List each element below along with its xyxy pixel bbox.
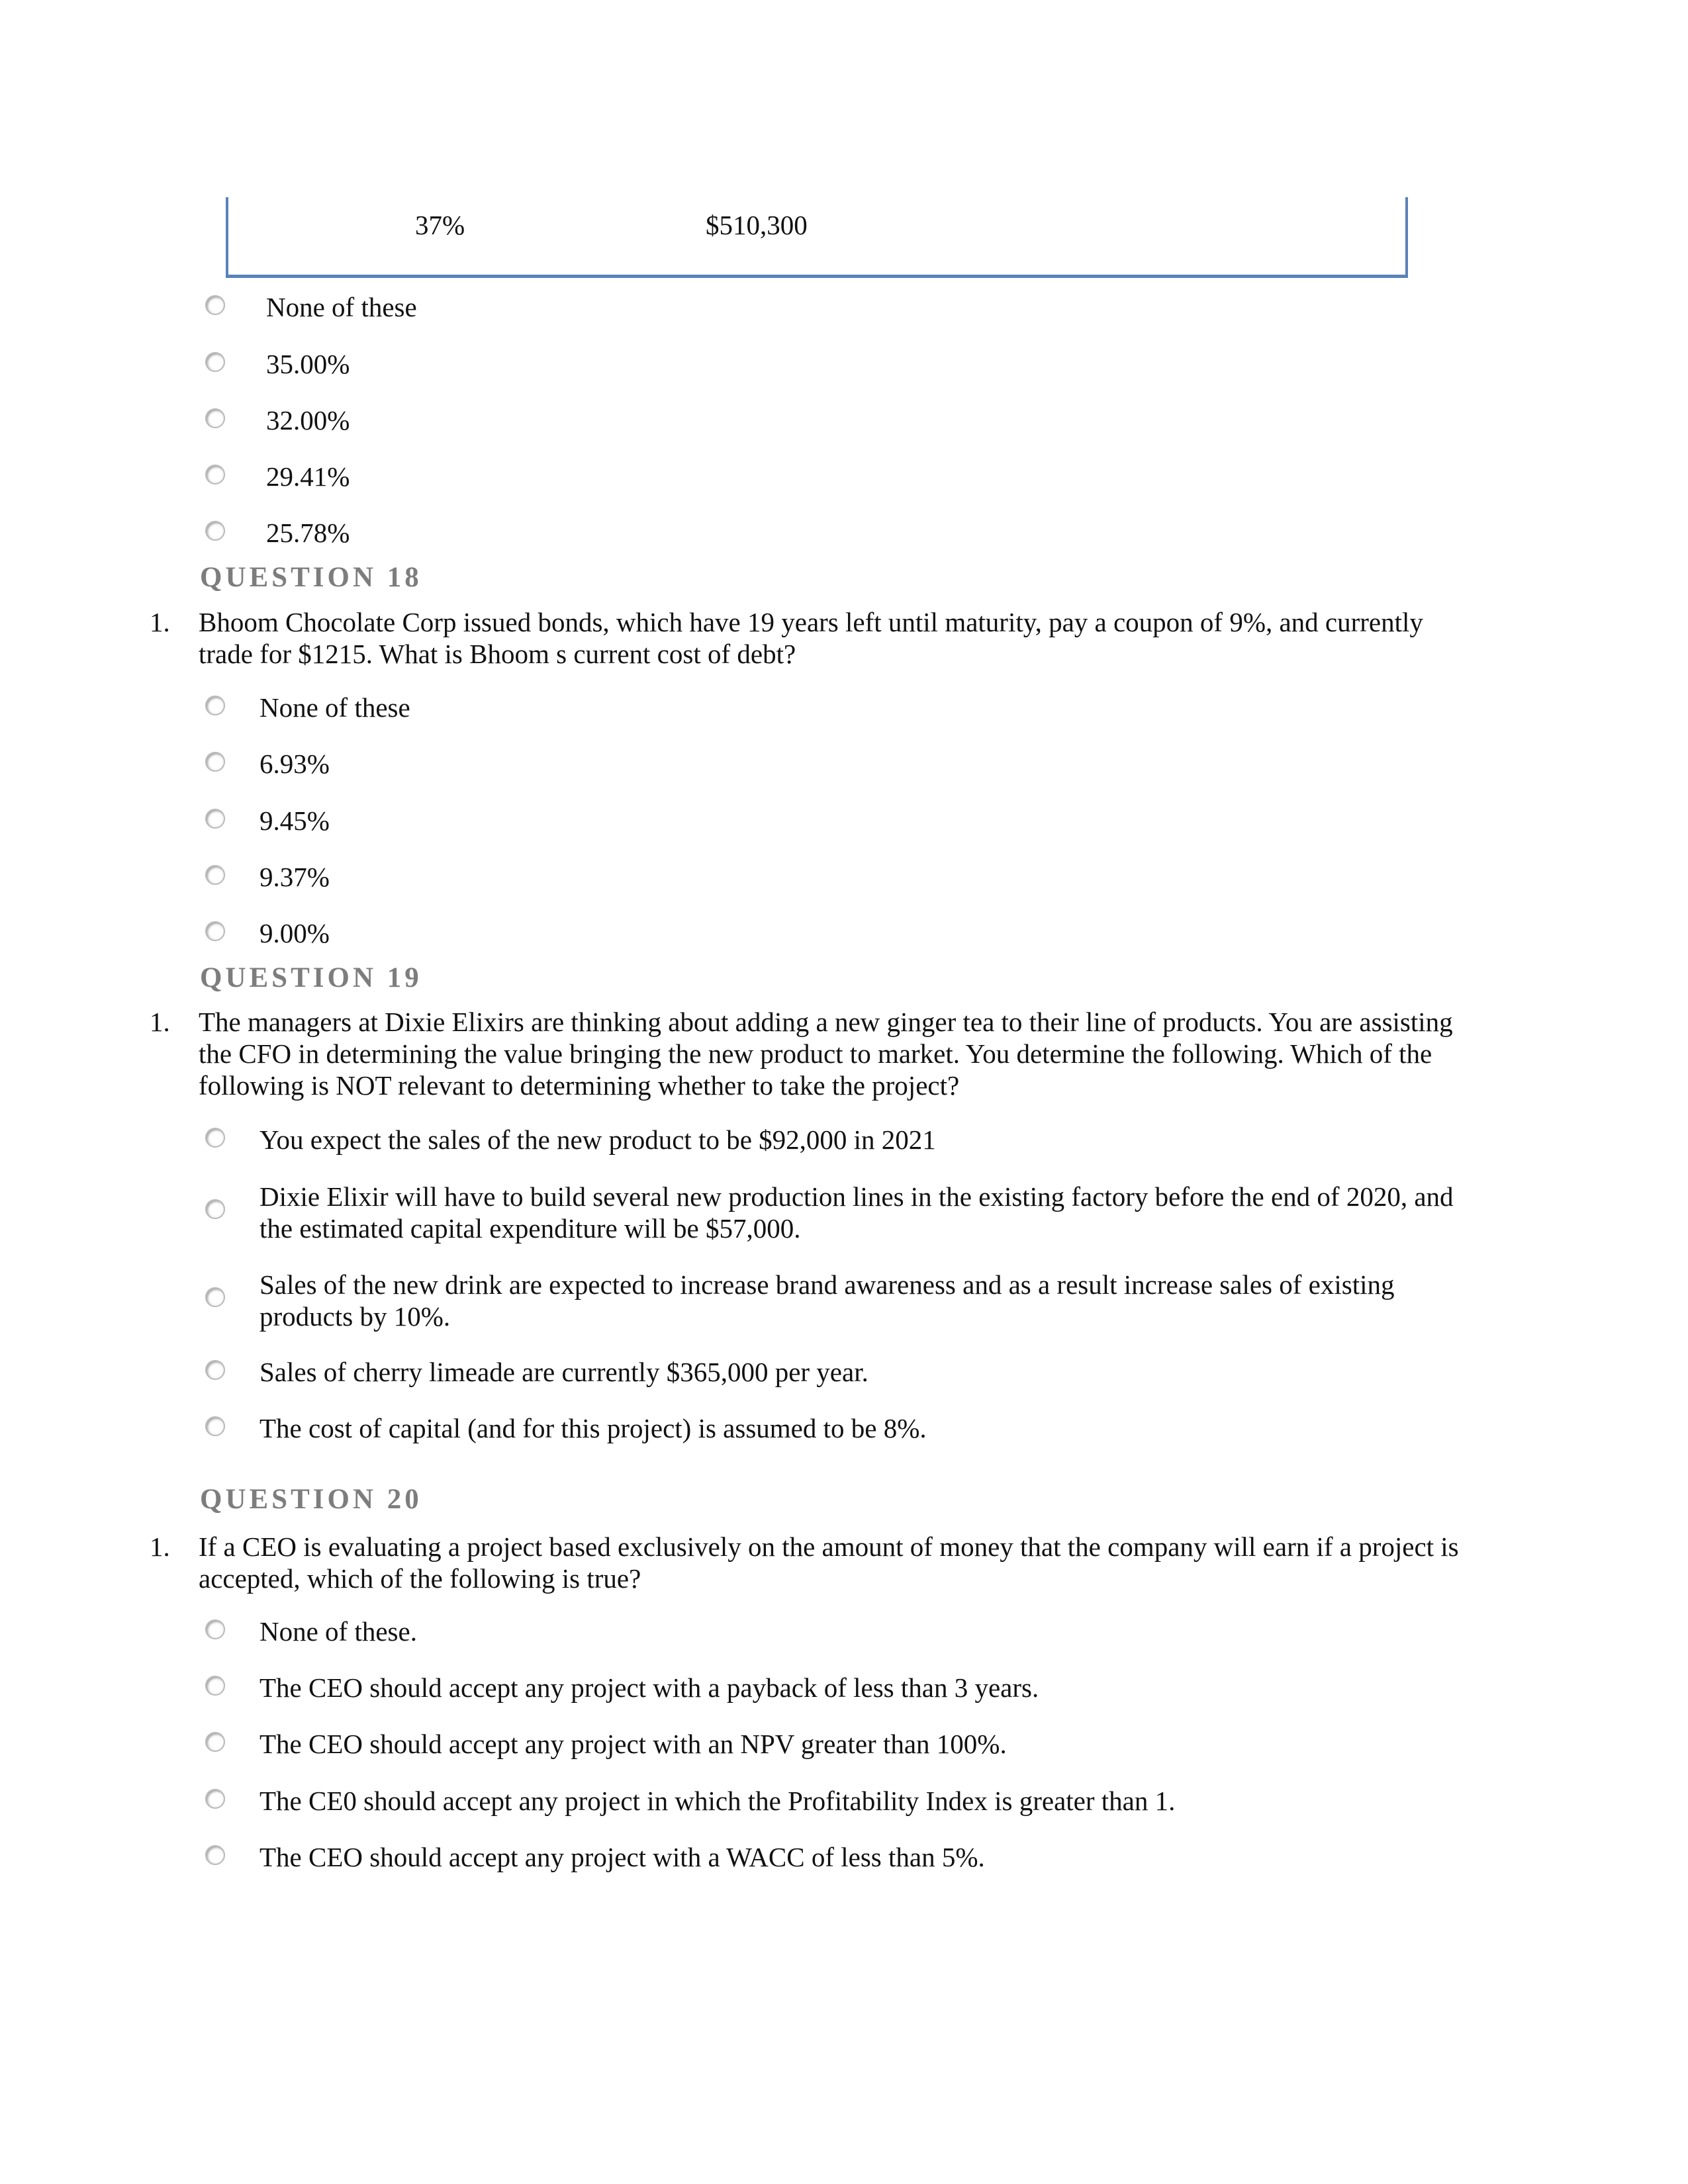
q19-option-2-label: Dixie Elixir will have to build several new production lines in the existing factory before the end of 2020, and the estimated capital expenditure will be $57,000. xyxy=(259,1181,1454,1244)
q19-option-1-radio[interactable] xyxy=(205,1128,225,1148)
q20-option-3-radio[interactable] xyxy=(205,1732,225,1752)
q20-option-1-radio[interactable] xyxy=(205,1619,225,1639)
q20-question-text: If a CEO is evaluating a project based exclusively on the amount of money that the company will earn if a project is accepted, which of the following is true? xyxy=(199,1531,1459,1594)
q18-option-3-label: 9.45% xyxy=(259,805,330,836)
q18-question-text: Bhoom Chocolate Corp issued bonds, which have 19 years left until maturity, pay a coupon of 9%, and currently trade for $1215. What is Bhoom s current cost of debt? xyxy=(199,607,1423,669)
q17-option-4-label: 29.41% xyxy=(266,461,350,492)
q19-option-5-radio[interactable] xyxy=(205,1416,225,1436)
q19-number: 1. xyxy=(150,1007,170,1037)
q17-option-1-label: None of these xyxy=(266,292,417,322)
q19-heading: QUESTION 19 xyxy=(200,962,422,993)
q18-heading: QUESTION 18 xyxy=(200,562,422,593)
q20-option-2-radio[interactable] xyxy=(205,1676,225,1696)
q18-option-2-radio[interactable] xyxy=(205,752,225,772)
q19-option-5-label: The cost of capital (and for this project) is assumed to be 8%. xyxy=(259,1413,927,1443)
q19-question-text: The managers at Dixie Elixirs are thinking about adding a new ginger tea to their line of products. You are assisting the CFO in determining the value bringing the new product to market. You determine the following. Which of the following is NOT relevant to determining whether to take the project? xyxy=(199,1007,1453,1101)
q19-option-3-label: Sales of the new drink are expected to increase brand awareness and as a result increase sales of existing products by 10%. xyxy=(259,1269,1395,1332)
q20-option-3-label: The CEO should accept any project with an NPV greater than 100%. xyxy=(259,1729,1007,1759)
q19-option-1-label: You expect the sales of the new product to be $92,000 in 2021 xyxy=(259,1124,936,1155)
q20-option-1-label: None of these. xyxy=(259,1616,417,1647)
q17-option-1-radio[interactable] xyxy=(205,295,225,315)
q18-option-1-label: None of these xyxy=(259,692,410,723)
previous-question-table xyxy=(226,197,1408,278)
q18-option-5-radio[interactable] xyxy=(205,921,225,941)
q20-option-5-radio[interactable] xyxy=(205,1845,225,1865)
q20-number: 1. xyxy=(150,1531,170,1562)
q19-option-4-label: Sales of cherry limeade are currently $365,000 per year. xyxy=(259,1357,868,1387)
q17-option-3-radio[interactable] xyxy=(205,408,225,428)
q20-option-4-radio[interactable] xyxy=(205,1789,225,1809)
q18-option-2-label: 6.93% xyxy=(259,749,330,779)
q17-option-2-radio[interactable] xyxy=(205,352,225,372)
q20-option-5-label: The CEO should accept any project with a WACC of less than 5%. xyxy=(259,1842,985,1872)
q17-option-5-radio[interactable] xyxy=(205,521,225,541)
q17-option-2-label: 35.00% xyxy=(266,349,350,379)
q20-option-2-label: The CEO should accept any project with a payback of less than 3 years. xyxy=(259,1672,1039,1703)
q20-heading: QUESTION 20 xyxy=(200,1484,422,1515)
q18-number: 1. xyxy=(150,607,170,637)
q18-option-3-radio[interactable] xyxy=(205,809,225,829)
q19-option-4-radio[interactable] xyxy=(205,1360,225,1380)
q20-option-4-label: The CE0 should accept any project in which the Profitability Index is greater than 1. xyxy=(259,1786,1176,1816)
q19-option-2-radio[interactable] xyxy=(205,1199,225,1219)
q18-option-1-radio[interactable] xyxy=(205,696,225,715)
q17-option-5-label: 25.78% xyxy=(266,518,350,548)
q17-option-3-label: 32.00% xyxy=(266,405,350,435)
q17-option-4-radio[interactable] xyxy=(205,465,225,484)
table-cell-rate: 37% xyxy=(415,210,465,240)
q18-option-5-label: 9.00% xyxy=(259,918,330,948)
table-cell-amount: $510,300 xyxy=(706,210,808,240)
q18-option-4-radio[interactable] xyxy=(205,865,225,885)
q19-option-3-radio[interactable] xyxy=(205,1287,225,1307)
q18-option-4-label: 9.37% xyxy=(259,862,330,892)
